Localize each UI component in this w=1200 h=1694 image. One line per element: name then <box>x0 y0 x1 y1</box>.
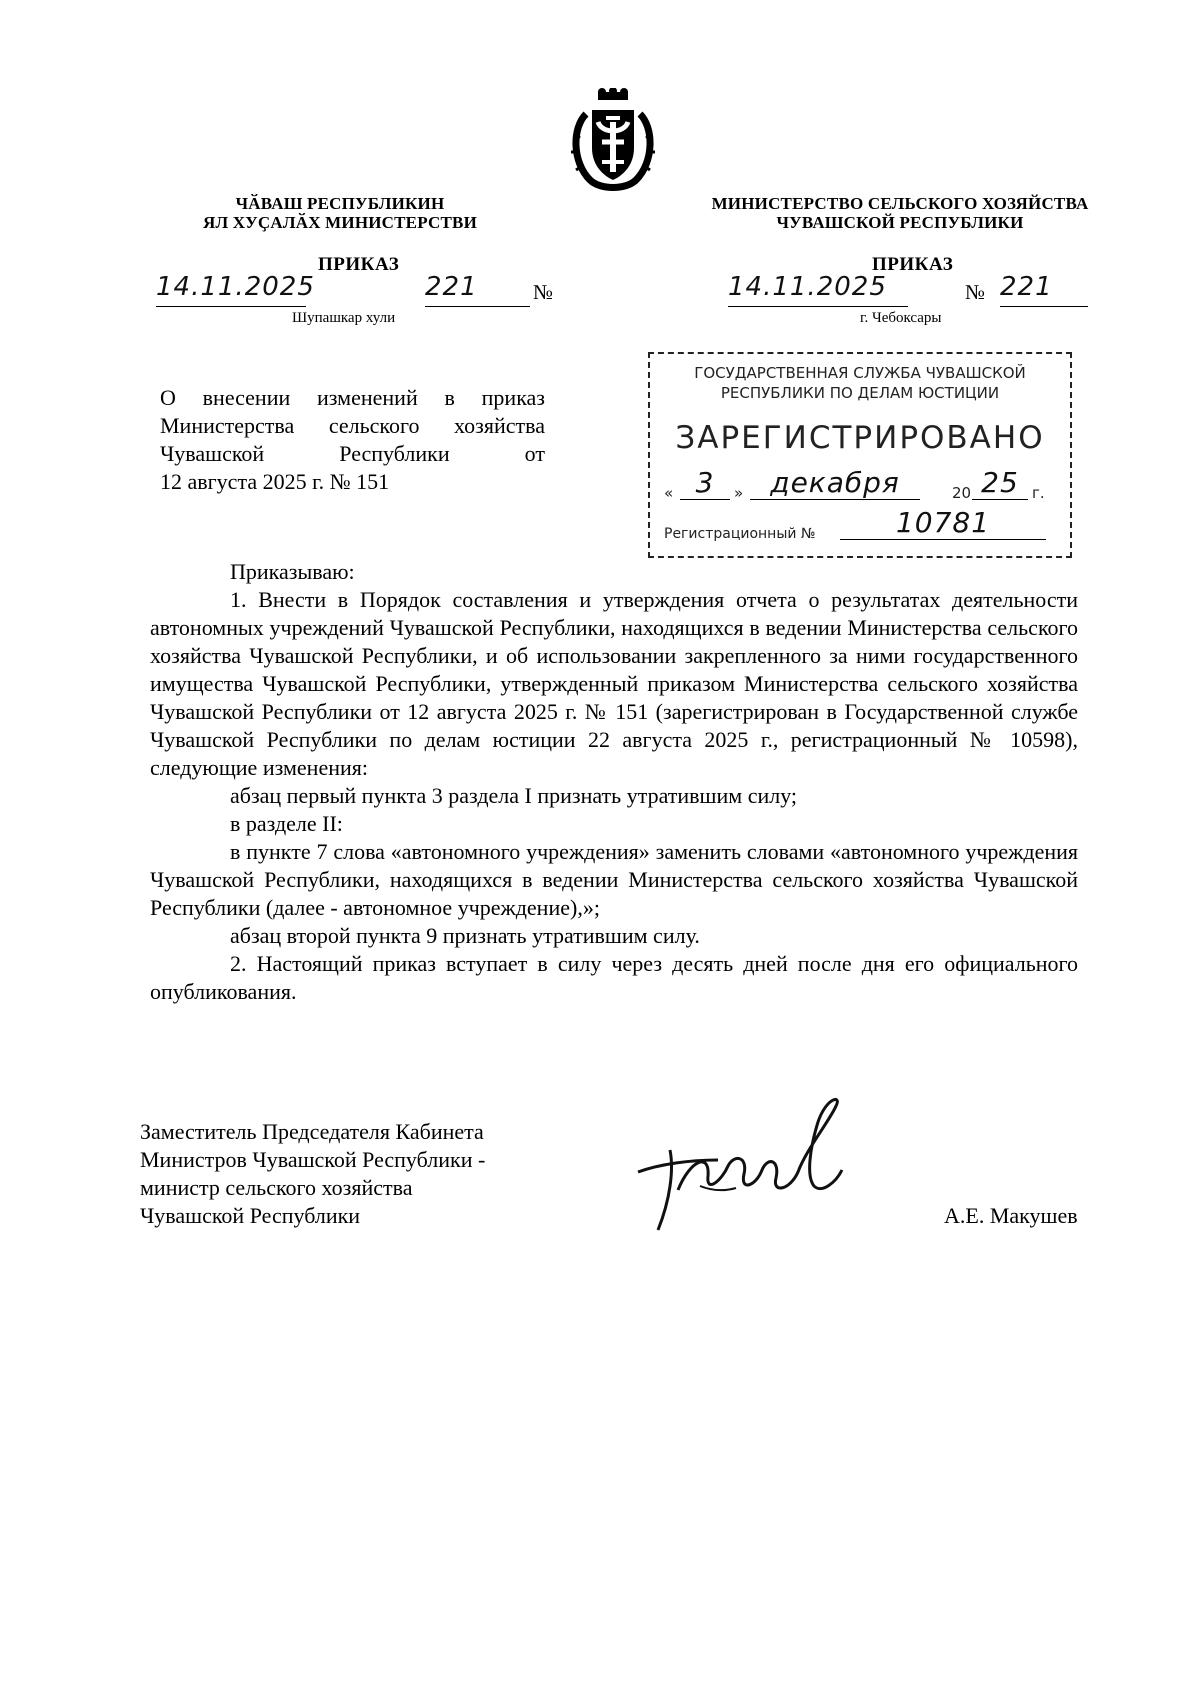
body-intro: Приказываю: <box>230 559 355 584</box>
right-ministry-line1: МИНИСТЕРСТВО СЕЛЬСКОГО ХОЗЯЙСТВА <box>711 194 1089 213</box>
left-number-sign: № <box>533 280 554 304</box>
signatory-line1: Заместитель Председателя Кабинета <box>140 1119 484 1144</box>
right-ministry-line2: ЧУВАШСКОЙ РЕСПУБЛИКИ <box>776 213 1024 232</box>
right-order-number: 221 <box>1000 272 1088 307</box>
signatory-line3: министр сельского хозяйства <box>140 1175 413 1200</box>
left-city: Шупашкар хули <box>292 310 396 326</box>
document-body <box>150 558 1078 1006</box>
title-line-2: Министерства сельского хозяйства <box>160 413 545 438</box>
stamp-reg-number: 10781 <box>840 506 1046 540</box>
right-number-sign: № <box>965 280 986 304</box>
handwritten-signature <box>630 1090 870 1240</box>
left-ministry-line1: ЧӐВАШ РЕСПУБЛИКИН <box>235 194 445 213</box>
left-ministry-line2: ЯЛ ХУҪАЛӐХ МИНИСТЕРСТВИ <box>202 213 477 232</box>
body-paragraph-6: 2. Настоящий приказ вступает в силу через десять дней после дня его официального опубликования. <box>150 951 1078 1004</box>
registration-stamp <box>648 352 1072 558</box>
title-line-1: О внесении изменений в приказ <box>160 385 545 410</box>
stamp-open-quote: « <box>664 484 674 502</box>
body-paragraph-2: абзац первый пункта 3 раздела I признать утратившим силу; <box>230 783 798 808</box>
document-title <box>160 384 545 496</box>
stamp-year-unit: г. <box>1032 484 1045 502</box>
title-line-3: Чувашской Республики от <box>160 441 545 466</box>
signatory-position <box>140 1118 560 1230</box>
stamp-day: 3 <box>680 466 730 500</box>
body-paragraph-3: в разделе II: <box>230 811 343 836</box>
stamp-close-quote: » <box>734 484 744 502</box>
signatory-line2: Министров Чувашской Республики - <box>140 1147 486 1172</box>
right-order-label: ПРИКАЗ <box>872 254 954 275</box>
stamp-month: декабря <box>750 466 920 500</box>
left-order-label: ПРИКАЗ <box>318 254 400 275</box>
stamp-line2: РЕСПУБЛИКИ ПО ДЕЛАМ ЮСТИЦИИ <box>720 384 1000 402</box>
title-line-4: 12 августа 2025 г. № 151 <box>160 469 390 494</box>
left-ministry-name <box>190 194 490 232</box>
stamp-status: ЗАРЕГИСТРИРОВАНО <box>675 420 1045 456</box>
stamp-reg-label: Регистрационный № <box>664 526 816 542</box>
right-order-date: 14.11.2025 <box>728 272 908 307</box>
stamp-line1: ГОСУДАРСТВЕННАЯ СЛУЖБА ЧУВАШСКОЙ <box>694 364 1026 382</box>
body-paragraph-5: абзац второй пункта 9 признать утратившим силу. <box>230 923 700 948</box>
stamp-year-prefix: 20 <box>952 484 972 502</box>
left-order-date: 14.11.2025 <box>156 272 306 307</box>
right-city: г. Чебоксары <box>860 310 942 326</box>
left-order-number: 221 <box>425 272 530 307</box>
body-paragraph-4: в пункте 7 слова «автономного учреждения» заменить словами «автономного учреждения Чувашской Республики, находящихся в ведении Министерства сельского хозяйства Чувашской Республики (далее - автономное учреждение),»; <box>150 839 1078 920</box>
signatory-line4: Чувашской Республики <box>140 1203 361 1228</box>
body-paragraph-1: 1. Внести в Порядок составления и утверждения отчета о результатах деятельности автономных учреждений Чувашской Республики, находящихся в ведении Министерства сельского хозяйства Чувашской Республики, и об использовании закрепленного за ними государственного имущества Чувашской Республики, утвержденный приказом Министерства сельского хозяйства Чувашской Республики от 12 августа 2025 г. № 151 (зарегистрирован в Государственной службе Чувашской Республики по делам юстиции 22 августа 2025 г., регистрационный № 10598), следующие изменения: <box>150 587 1078 780</box>
stamp-year-suffix: 25 <box>972 466 1028 500</box>
signatory-name: А.Е. Макушев <box>944 1203 1078 1228</box>
right-ministry-name <box>705 194 1095 232</box>
coat-of-arms-emblem <box>568 88 658 196</box>
